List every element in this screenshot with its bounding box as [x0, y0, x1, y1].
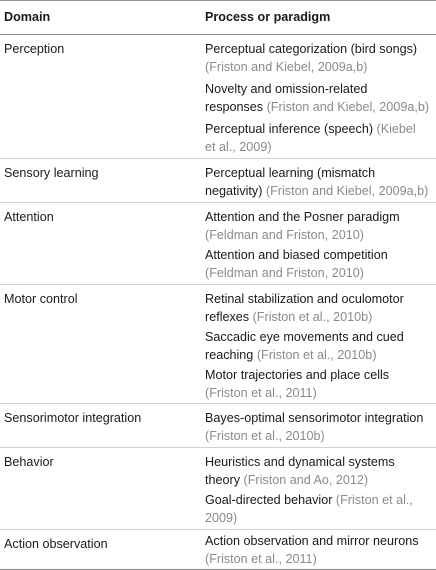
citation: (Friston and Kiebel, 2009a,b) [265, 184, 429, 198]
citation: (Kiebel [376, 122, 416, 136]
process-item [205, 246, 433, 282]
citation: (Friston et al., 2011) [205, 552, 317, 566]
process-item [205, 366, 433, 402]
table-top-rule [0, 0, 436, 1]
citation: (Friston et al., 2011) [205, 386, 317, 400]
header-rule [0, 34, 436, 35]
row-separator [0, 529, 436, 530]
citation: (Friston and Kiebel, 2009a,b) [205, 60, 368, 74]
process-text: Action observation and mirror neurons [205, 534, 419, 548]
process-text: Attention and biased competition [205, 248, 388, 262]
row-separator [0, 284, 436, 285]
row-domain-behavior: Behavior [4, 455, 54, 469]
citation: et al., 2009) [205, 140, 272, 154]
citation: (Friston and Ao, 2012) [243, 473, 369, 487]
process-item [205, 208, 433, 244]
process-item [205, 290, 433, 326]
process-item [205, 453, 433, 489]
row-domain-perception: Perception [4, 42, 65, 56]
process-item [205, 491, 433, 527]
citation: (Feldman and Friston, 2010) [205, 266, 364, 280]
process-text: reaching [205, 348, 257, 362]
citation: (Friston et al., [335, 493, 413, 507]
row-separator [0, 447, 436, 448]
citation: (Friston et al., 2010b) [205, 429, 325, 443]
process-text: Saccadic eye movements and cued [205, 330, 404, 344]
row-separator [0, 403, 436, 404]
process-text: theory [205, 473, 244, 487]
row-domain-motor-control: Motor control [4, 292, 78, 306]
process-text: Novelty and omission-related [205, 82, 368, 96]
row-domain-sensorimotor-integration: Sensorimotor integration [4, 411, 142, 425]
row-separator [0, 158, 436, 159]
process-text: Perceptual inference (speech) [205, 122, 377, 136]
citation: (Friston et al., 2010b) [252, 310, 373, 324]
row-domain-action-observation: Action observation [4, 537, 108, 551]
citation: (Feldman and Friston, 2010) [205, 228, 364, 242]
citation: (Friston and Kiebel, 2009a,b) [266, 100, 430, 114]
process-item [205, 328, 433, 364]
process-text: negativity) [205, 184, 266, 198]
process-text: Retinal stabilization and oculomotor [205, 292, 404, 306]
process-text: Motor trajectories and place cells [205, 368, 390, 382]
process-text: Perceptual learning (mismatch [205, 166, 376, 180]
process-text: reflexes [205, 310, 253, 324]
process-text: Perceptual categorization (bird songs) [205, 42, 418, 56]
process-item [205, 532, 433, 568]
header-process: Process or paradigm [205, 10, 331, 24]
process-item [205, 409, 433, 445]
process-item [205, 80, 433, 116]
process-text: Attention and the Posner paradigm [205, 210, 400, 224]
process-text: Heuristics and dynamical systems [205, 455, 395, 469]
process-text: responses [205, 100, 267, 114]
row-domain-sensory-learning: Sensory learning [4, 166, 99, 180]
process-text: Goal-directed behavior [205, 493, 336, 507]
citation: (Friston et al., 2010b) [256, 348, 377, 362]
header-domain: Domain [4, 10, 51, 24]
row-domain-attention: Attention [4, 210, 54, 224]
citation: 2009) [205, 511, 238, 525]
process-item [205, 164, 433, 200]
row-separator [0, 202, 436, 203]
process-text: Bayes-optimal sensorimotor integration [205, 411, 424, 425]
process-item [205, 120, 433, 156]
process-item [205, 40, 433, 76]
